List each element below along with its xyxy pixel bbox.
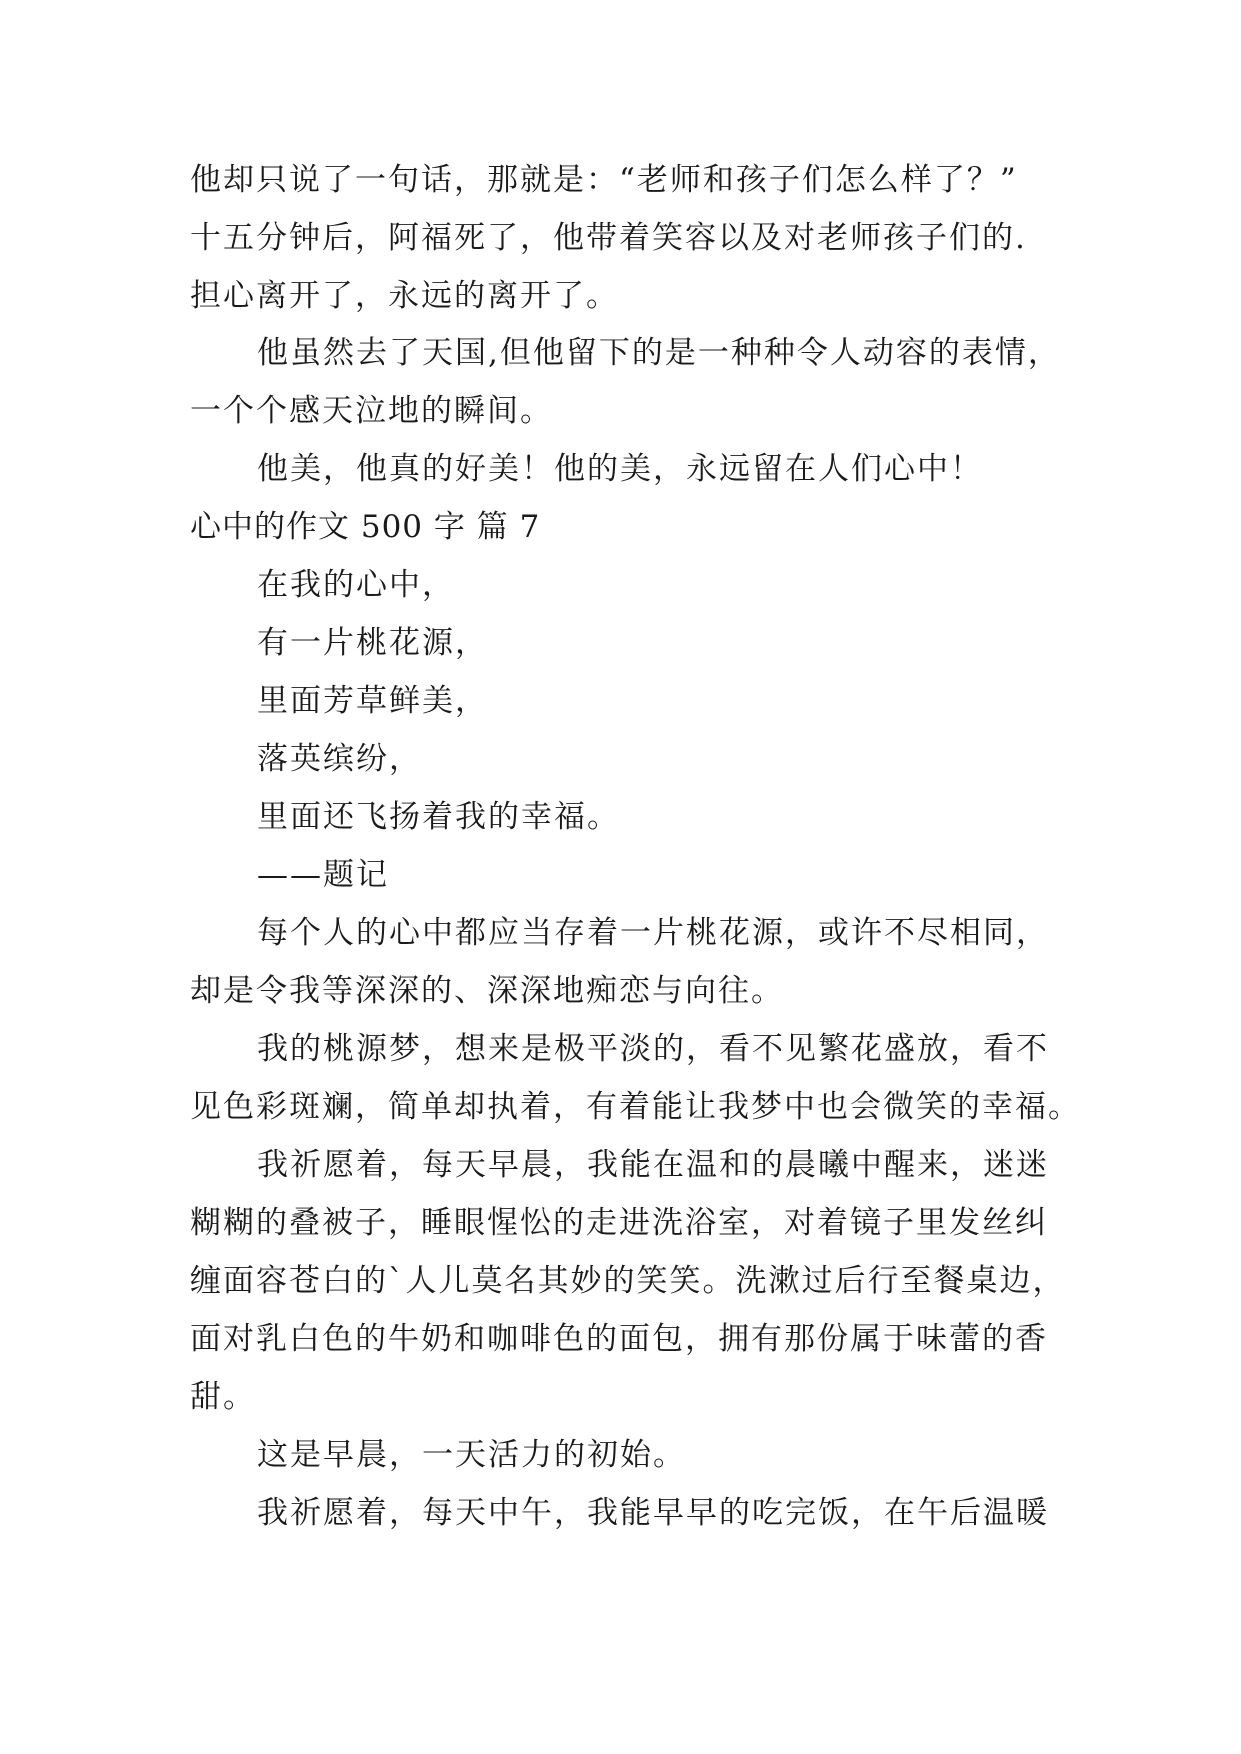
text-line: 他却只说了一句话，那就是：“老师和孩子们怎么样了？” <box>190 162 1018 198</box>
text-line: 我祈愿着，每天中午，我能早早的吃完饭，在午后温暖 <box>257 1495 1049 1531</box>
text-line: 我的桃源梦，想来是极平淡的，看不见繁花盛放，看不 <box>257 1031 1049 1067</box>
text-line: 每个人的心中都应当存着一片桃花源，或许不尽相同， <box>257 915 1049 951</box>
text-line: ——题记 <box>257 857 389 893</box>
text-line: 在我的心中， <box>257 567 455 603</box>
text-line: 担心离开了，永远的离开了。 <box>190 278 619 314</box>
text-line: 十五分钟后，阿福死了，他带着笑容以及对老师孩子们的. <box>190 220 1027 256</box>
text-line: 有一片桃花源， <box>257 625 488 661</box>
text-line: 糊糊的叠被子，睡眼惺忪的走进洗浴室，对着镜子里发丝纠 <box>190 1205 1048 1241</box>
text-line: 他虽然去了天国,但他留下的是一种种令人动容的表情， <box>257 335 1061 371</box>
section-heading: 心中的作文 500 字 篇 7 <box>190 509 541 545</box>
text-line: 甜。 <box>190 1379 256 1415</box>
text-line: 他美，他真的好美！他的美，永远留在人们心中！ <box>257 451 983 487</box>
text-line: 面对乳白色的牛奶和咖啡色的面包，拥有那份属于味蕾的香 <box>190 1321 1048 1357</box>
text-line: 里面芳草鲜美， <box>257 683 488 719</box>
text-line: 却是令我等深深的、深深地痴恋与向往。 <box>190 973 784 1009</box>
text-line: 一个个感天泣地的瞬间。 <box>190 393 553 429</box>
text-line: 见色彩斑斓，简单却执着，有着能让我梦中也会微笑的幸福。 <box>190 1089 1081 1125</box>
text-line: 缠面容苍白的`人儿莫名其妙的笑笑。洗漱过后行至餐桌边， <box>190 1263 1066 1299</box>
text-line: 这是早晨，一天活力的初始。 <box>257 1437 686 1473</box>
text-line: 里面还飞扬着我的幸福。 <box>257 799 620 835</box>
text-line: 我祈愿着，每天早晨，我能在温和的晨曦中醒来，迷迷 <box>257 1147 1049 1183</box>
text-line: 落英缤纷， <box>257 741 422 777</box>
